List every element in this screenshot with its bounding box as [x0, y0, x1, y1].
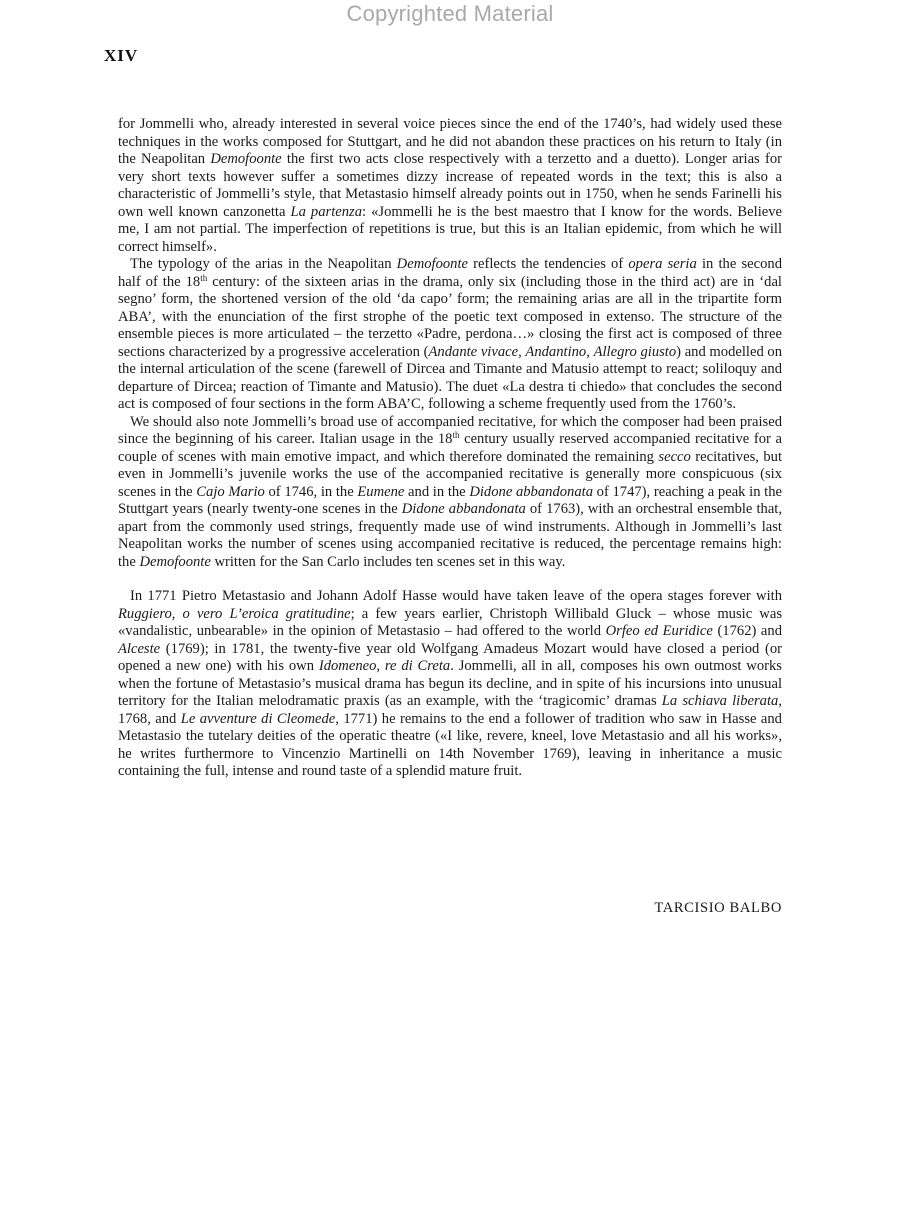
italic-text: Alceste — [118, 640, 161, 657]
text-run: , — [518, 343, 526, 360]
text-run: ; a few years earlier, Christoph Willibald Gluck – whose music was «vandalistic, unbearable» in the opinion of Metastasio – had offered to the world — [118, 605, 782, 639]
text-run: century: of the sixteen arias in the drama, only six (including those in the third act) are in ‘dal segno’ form, the shortened version of the old ‘da capo’ form; the remaining arias are all in the tripartite form ABA’, with the enunciation of the first strophe of the poetic text composed in extenso. The structure of the ensemble pieces is more articulated – the terzetto «Padre, perdona…» closing the first act is composed of three sections characterized by a progressive acceleration ( — [118, 273, 782, 360]
paragraph — [118, 588, 782, 781]
italic-text: Didone abbandonata — [469, 483, 593, 500]
text-run: written for the San Carlo includes ten scenes set in this way. — [210, 553, 566, 570]
italic-text: Allegro giusto — [593, 343, 677, 360]
text-run: the first two acts close respectively with a terzetto and a duetto). Longer arias for very short texts however suffer a sometimes dizzy increase of repeated words in the text; this is also a characteristic of Jommelli’s style, that Metastasio himself already points out in 1750, when he sends Farinelli his own well known canzonetta — [118, 151, 782, 220]
ordinal-superscript: th — [200, 272, 208, 283]
italic-text: Andante vivace — [428, 343, 519, 360]
ordinal-superscript: th — [452, 430, 460, 440]
text-run: for Jommelli who, already interested in several voice pieces since the end of the 1740’s, had widely used these techniques in the works composed for Stuttgart, and he did not abandon these practices on his return to Italy (in the Neapolitan — [118, 116, 782, 167]
italic-text: Andantino — [525, 343, 587, 360]
italic-text: Ruggiero, o vero L’eroica gratitudine — [118, 605, 351, 622]
text-run: : «Jommelli he is the best maestro that I know for the words. Believe me, I am not partial. The imperfection of repetitions is true, but this is an Italian epidemic, from which he will correct himself». — [118, 203, 783, 255]
text-run: reflects the tendencies of — [468, 256, 629, 272]
italic-text: Le avventure di Cleomede — [180, 710, 336, 727]
paragraph — [118, 414, 782, 572]
text-run: and in the — [404, 483, 470, 500]
italic-text: Demofoonte — [396, 256, 469, 272]
text-run: century usually reserved accompanied recitative for a couple of scenes with main emotive impact, and which therefore dominated the remaining — [118, 431, 782, 465]
italic-text: Idomeneo, re di Creta — [318, 658, 451, 674]
article-body — [118, 116, 782, 781]
italic-text: Cajo Mario — [196, 483, 265, 500]
text-run: , 1771) he remains to the end a follower of tradition who saw in Hasse and Metastasio the tutelary deities of the operatic theatre («I like, revere, kneel, love Metastasio and all his works», he writes furthermore to Vincenzio Martinelli on 14th November 1769), leaving in inheritance a music containing the full, intense and round taste of a splendid mature fruit. — [118, 710, 782, 779]
italic-text: Didone abbandonata — [401, 501, 526, 517]
text-run: recitatives, but even in Jommelli’s juvenile works the use of the accompanied recitative is generally more conspicuous (six scenes in the — [118, 448, 782, 500]
text-run: of 1763), with an orchestral ensemble that, apart from the commonly used strings, frequently made use of wind instruments. Although in Jommelli’s last Neapolitan works the number of scenes using accompanied recitative is reduced, the percentage remains high: the — [118, 501, 783, 570]
text-run: of 1747), reaching a peak in the Stuttgart years (nearly twenty-one scenes in the — [118, 483, 782, 517]
italic-text: secco — [658, 448, 691, 465]
copyright-watermark: Copyrighted Material — [346, 1, 554, 26]
text-run: . Jommelli, all in all, composes his own outmost works when the fortune of Metastasio’s musical drama has begun its decline, and in spite of his incursions into unusual territory for the Italian melodramatic praxis (as an example, with the ‘tragicomic’ dramas — [118, 658, 782, 709]
italic-text: Eumene — [357, 483, 405, 500]
author-signature: TARCISIO BALBO — [654, 900, 782, 916]
italic-text: Orfeo ed Euridice — [605, 623, 713, 639]
paragraph — [118, 256, 782, 414]
italic-text: Demofoonte — [139, 553, 211, 570]
page-number: XIV — [104, 46, 139, 65]
italic-text: opera seria — [628, 256, 697, 272]
text-run: of 1746, in the — [264, 483, 358, 500]
text-run: (1769); in 1781, the twenty-five year old Wolfgang Amadeus Mozart would have closed a period (or opened a new one) with his own — [118, 640, 782, 674]
text-run: (1762) and — [712, 623, 782, 639]
text-run: We should also note Jommelli’s broad use of accompanied recitative, for which the composer had been praised since the beginning of his career. Italian usage in the 18 — [118, 413, 782, 447]
italic-text: La schiava liberata — [661, 693, 779, 709]
text-run: In 1771 Pietro Metastasio and Johann Adolf Hasse would have taken leave of the opera stages forever with — [130, 588, 782, 604]
text-run: The typology of the arias in the Neapolitan — [130, 256, 397, 272]
paragraph — [118, 116, 782, 256]
text-run: , — [586, 343, 594, 360]
text-run: ) and modelled on the internal articulation of the scene (farewell of Dircea and Timante and Matusio attempt to react; soliloquy and departure of Dircea; reaction of Timante and Matusio). The duet «La destra ti chiedo» that concludes the second act is composed of four sections in the form ABA’C, following a scheme frequently used from the 1760’s. — [118, 343, 783, 412]
text-run: , 1768, and — [118, 693, 782, 727]
italic-text: La partenza — [290, 203, 363, 220]
text-run: in the second half of the 18 — [118, 256, 782, 290]
italic-text: Demofoonte — [210, 151, 282, 167]
